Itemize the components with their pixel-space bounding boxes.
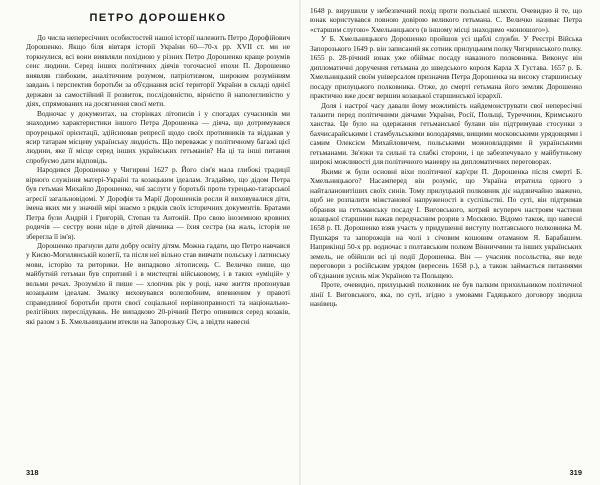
- paragraph: До числа непересічних особистостей нашої історії належить Петро Дорофійович Дорошенко. Якщо біля вівтаря історії України 60—70-х рр. XVII ст. ми не торкнулися, всі вони виявляли похідною у різних Петро Дорошенко краще розумів сенс людини. Серед інших політичних діячів тогочасної епохи П. Дорошенко виявляв глибоким, аналітичним розумом, патріотизмом, широким розумінням завдань і перспектив боротьби за об'єднання всієї території України в складі однієї держави за самостійний її розвиток, послідовністю, вірністю й наполегливістю у діях, спрямованих на досягнення своєї мети.: [26, 33, 290, 109]
- chapter-title: ПЕТРО ДОРОШЕНКО: [89, 12, 227, 24]
- paragraph: Доля і настрої часу давали йому можливість найдемонструвати свої непересічні таланти перед політичними діячами України, Росії, Польщі, Туреччини, Кримського ханства. Це було на одержання гетьманської булави він підтримував стосунки з бахчисарайськими і стамбульськими володарями, вищими московськими урядовцями і самим Олексієм Михайловичем, польськими можновладцями й українськими гетьманами. Зв'язки та сильні та слабкі сторони, і це забезпечувало у майбутньому широкі можливості для політичного маневру на дипломатичних переговорах.: [310, 100, 582, 167]
- right-page: [300, 0, 600, 485]
- paragraph: У Б. Хмельницького Дорошенко пройшов усі щаблі служби. У Реєстрі Війська Запорозького 1649 р. він записаний як сотник прилуцьким полку Чигиринського полку. 1655 р. 28-річний юнак уже обіймає посаду наказного полковника. Виконує він дипломатичні доручення гетьмана до шведського короля Карла X Густава. 1657 р. Б. Хмельницький своїм універсалом призначив Петра Дорошенка на високу старшинську посаду прилуцького полковника. Отже, до смерті гетьмана його земляк Дорошенко практично вже досяг вершин козацької старшинської ієрархії.: [310, 34, 582, 101]
- paragraph: 1648 р. вирушили у небезпечний похід проти польської шляхти. Очевидно й те, що юнак користувався повною довірою великого гетьмана. С. Величко називає Петра «старшим слугою» Хмельницького (в іншому місці знаходимо «конюшого»).: [310, 6, 582, 34]
- paragraph: Народився Дорошенко у Чигирині 1627 р. Його сім'я мала глибокі традиції вірного служіння матері-Україні та козацьким ідеалам. Згадаймо, що дідом Петра був гетьман Михайло Дорошенко, чиї заслуги у боротьбі проти турецько-татарської агресії загальновідомі. У Дорофія та Марії Дорошенків росли й виховувалися діти, імена яких ми у значній мірі знаємо з рядків своїх історичних документів. Братами Петра були Андрій і Григорій, Степан та Антоній. Про свою іноземною кровних родичів — сестру вони ніде в дітей дівчинка — їхня сестра (на жаль, історія не зберегла її ім'я).: [26, 165, 290, 241]
- page-number-right: 319: [569, 468, 582, 477]
- paragraph: Водночас у документах, на сторінках літописів і у спогадах сучасників ми знаходимо характеристики іншого Петра Дорошенка — діяча, що дотримувався проурецької орієнтації, здійснював репресії щодо своїх противників та віддавав у ясир татарам місцеву українську людність. Що переважає у політичному багажі цієї людини, яке її місце серед інших українських гетьманів? На ці та інші питання спробуємо дати відповідь.: [26, 108, 290, 165]
- paragraph: Проте, очевидно, прилуцький полковник не був палким прихильником політичної лінії І. Виговського, яка, по суті, згідно з умовами Гадяцького договору зводила нанівець: [310, 280, 582, 309]
- paragraph: Дорошенко прагнули дати добру освіту дітям. Можна гадати, що Петро навчався у Києво-Могилянській колегії, та після неї вільно став вивчати польську і латинську мови, історію та риторики. Не випадково літописець С. Величко пише, що майбутній гетьман був спритний і в мистецтві військовому, і в таких «уміцій» у вельми речах. Зрозуміло й пише — хлопчик рік у році, наче життя пропонував козацьким ідеалам. Змалку виховувався волелюбним, впевненим у правоті справедливої боротьби проти своєї соціальної нерівноправності та національно-релігійних переслідувань. Не випадково 20-річний Петро опинився серед козаків, які разом з Б. Хмельницьким втекли на Запорозьку Січ, а звідти навесні: [26, 240, 290, 326]
- page-number-left: 318: [26, 468, 39, 477]
- paragraph: Якими ж були основні віхи політичної кар'єри П. Дорошенка після смерті Б. Хмельницького? Насамперед він розуміє, що Україна втратила одного з найталановитіших своїх синів. Тому прилуцький полковник діє надзвичайно зважено, щоб не розпалити міжстанової напруженості в суспільстві. По суті, він підтримав обрання на гетьманську посаду І. Виговського, котрий всупереч настроям частини козацької старшини важав передчасним розрив з Москвою. Відомо також, що навесні 1658 р. П. Дорошенко взяв участь у придушенні виступу полтавського полковника М. Пушкаря та запорожців на чолі з січовим кошовим отаманом Я. Барабашем. Наприкінці 50-х рр. водночас з полтавським полком Вінниччини та інших українських земель, не обійшли всі ці події Дорошенка. Він — учасник посольства, яке веде переговори з російським урядом (вересень 1658 р.), а також займається питаннями об'єднання зусиль між Україною та Польщею.: [310, 166, 582, 280]
